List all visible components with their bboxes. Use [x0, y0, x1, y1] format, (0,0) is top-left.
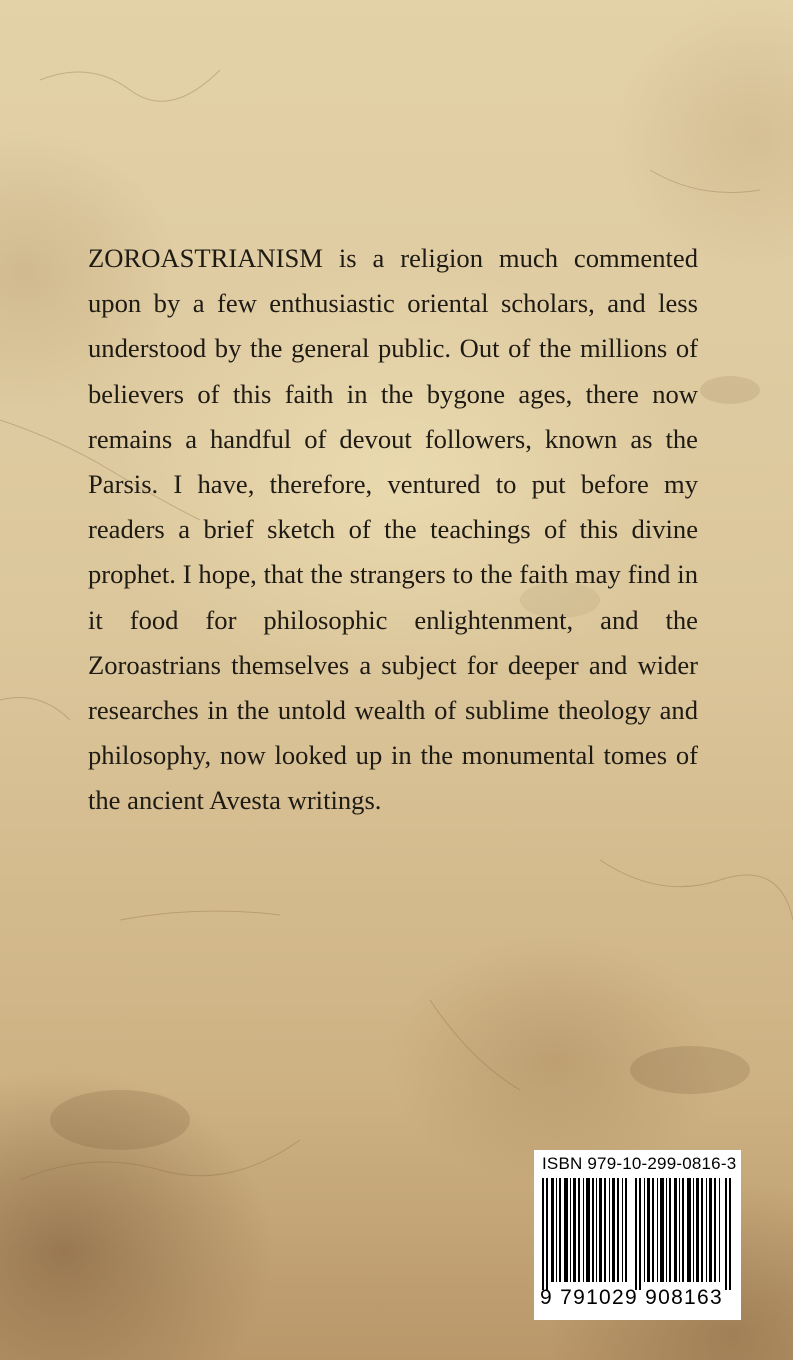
- barcode-icon: [542, 1178, 734, 1290]
- isbn-label: ISBN 979-10-299-0816-3: [542, 1154, 737, 1173]
- barcode-digits: 9 791029 908163: [540, 1286, 723, 1309]
- isbn-barcode-block: [534, 1150, 741, 1320]
- back-cover-blurb: ZOROASTRIANISM is a religion much commented upon by a few enthusiastic oriental scholars, and less understood by the general public. Out of the millions of believers of this faith in the bygone ages, there now remains a handful of devout followers, known as the Parsis. I have, therefore, ventured to put before my readers a brief sketch of the teachings of this divine prophet. I hope, that the strangers to the faith may find in it food for philosophic enlightenment, and the Zoroastrians themselves a subject for deeper and wider researches in the untold wealth of sublime theology and philosophy, now looked up in the monumental tomes of the ancient Avesta writings.: [88, 243, 698, 816]
